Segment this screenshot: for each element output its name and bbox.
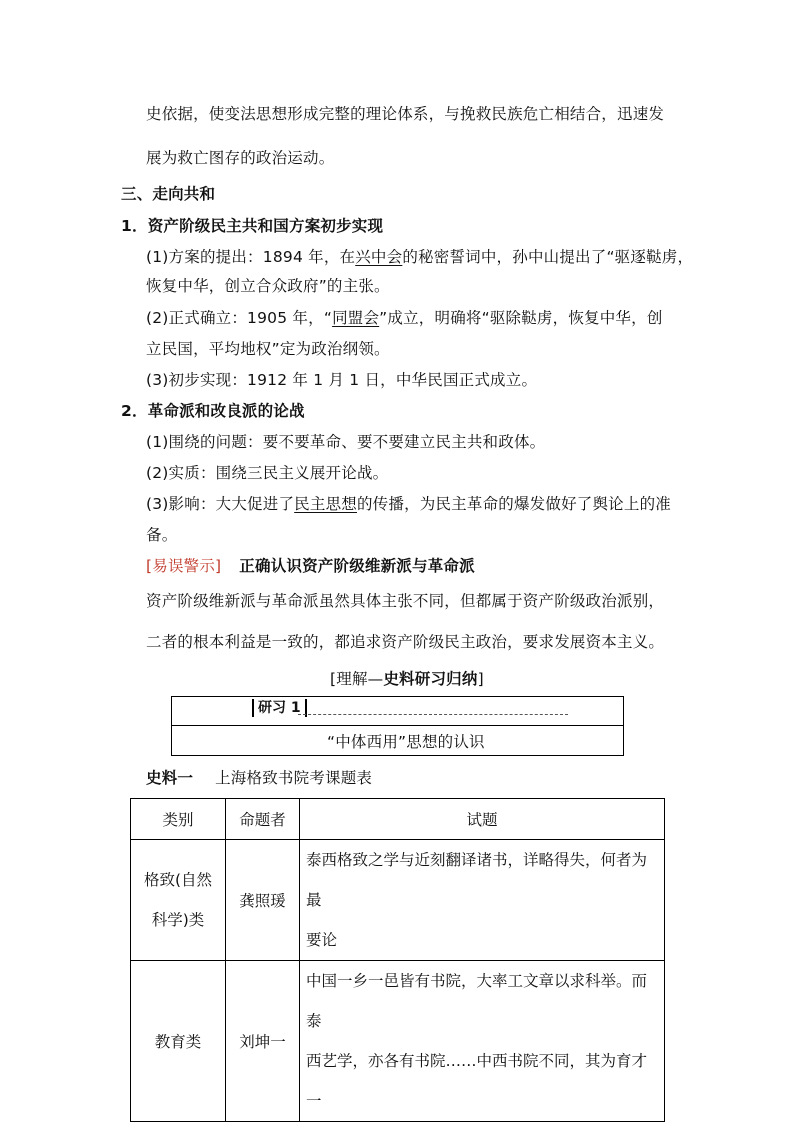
row2-question [300, 961, 665, 1122]
study-dashed-line [298, 714, 568, 715]
item2-p3-line2: 备。 [146, 526, 178, 544]
material-title: 上海格致书院考课题表 [215, 769, 373, 787]
row2-question-line2: 西艺学，亦各有书院……中西书院不同，其为育才一 [306, 1052, 648, 1110]
item1-p1-line1 [146, 245, 693, 267]
material-heading [146, 766, 372, 788]
item1-p2-prefix: (2)正式确立：1905 年，“ [146, 309, 333, 327]
row2-category: 教育类 [131, 961, 226, 1122]
item1-p1-underlined: 兴中会 [355, 248, 403, 266]
lead-line-1: 史依据，使变法思想形成完整的理论体系，与挽救民族危亡相结合，迅速发 [146, 105, 665, 123]
row1-question-line1: 泰西格致之学与近刻翻译诸书，详略得失，何者为最 [306, 851, 648, 909]
table-header-row [131, 799, 665, 840]
section-heading: 三、走向共和 [121, 185, 216, 203]
row1-author: 龚照瑗 [226, 840, 300, 961]
item1-p2-line2: 立民国，平均地权”定为政治纲领。 [146, 340, 390, 358]
header-question: 试题 [300, 799, 665, 840]
item2-heading [121, 399, 305, 421]
study-label: 研习 1 [252, 699, 307, 717]
understanding-open: [理解— [330, 670, 384, 688]
item1-p2-line1 [146, 306, 663, 328]
material-label: 史料一 [146, 769, 194, 787]
item1-p2-suffix: ”成立，明确将“驱除鞑虏，恢复中华，创 [379, 309, 663, 327]
item2-p2: (2)实质：围绕三民主义展开论战。 [146, 464, 389, 482]
item1-p1-suffix: 的秘密誓词中，孙中山提出了“驱逐鞑虏， [402, 248, 694, 266]
table-row [131, 840, 665, 961]
item2-number: 2． [121, 402, 148, 420]
row1-category [131, 840, 226, 961]
item1-number: 1． [121, 217, 148, 235]
study-box [171, 696, 624, 756]
item1-p3: (3)初步实现：1912 年 1 月 1 日，中华民国正式成立。 [146, 371, 538, 389]
item1-heading [121, 214, 383, 236]
item1-p2-underlined: 同盟会 [332, 309, 380, 327]
warning-line-2: 二者的根本利益是一致的，都追求资产阶级民主政治，要求发展资本主义。 [146, 633, 665, 651]
item2-title: 革命派和改良派的论战 [147, 402, 305, 420]
understanding-bold: 史料研习归纳 [383, 670, 478, 688]
understanding-label [330, 667, 484, 689]
item2-p1: (1)围绕的问题：要不要革命、要不要建立民主共和政体。 [146, 433, 546, 451]
header-category: 类别 [131, 799, 226, 840]
warning-tag: [易误警示] [146, 557, 222, 575]
item2-p3-line1 [146, 492, 671, 514]
header-author: 命题者 [226, 799, 300, 840]
exam-table [130, 798, 665, 1122]
row1-category-line2: 科学)类 [151, 911, 205, 929]
warning-title: 正确认识资产阶级维新派与革命派 [239, 557, 475, 575]
item2-p3-underlined: 民主思想 [294, 495, 357, 513]
row2-author: 刘坤一 [226, 961, 300, 1122]
study-topic: “中体西用”思想的认识 [327, 733, 485, 751]
table-row [131, 961, 665, 1122]
lead-line-2: 展为救亡图存的政治运动。 [146, 149, 335, 167]
row1-category-line1: 格致(自然 [143, 871, 213, 889]
understanding-close: ] [477, 670, 484, 688]
row1-question [300, 840, 665, 961]
study-box-divider [172, 725, 623, 726]
item1-p1-line2: 恢复中华，创立合众政府”的主张。 [146, 277, 390, 295]
item2-p3-suffix: 的传播，为民主革命的爆发做好了舆论上的准 [356, 495, 671, 513]
warning-heading [146, 554, 475, 576]
row2-question-line1: 中国一乡一邑皆有书院，大率工文章以求科举。而泰 [306, 972, 648, 1030]
row1-question-line2: 要论 [306, 931, 338, 949]
item1-title: 资产阶级民主共和国方案初步实现 [147, 217, 384, 235]
warning-line-1: 资产阶级维新派与革命派虽然具体主张不同，但都属于资产阶级政治派别， [146, 592, 665, 610]
item1-p1-prefix: (1)方案的提出：1894 年，在 [146, 248, 356, 266]
item2-p3-prefix: (3)影响：大大促进了 [146, 495, 295, 513]
